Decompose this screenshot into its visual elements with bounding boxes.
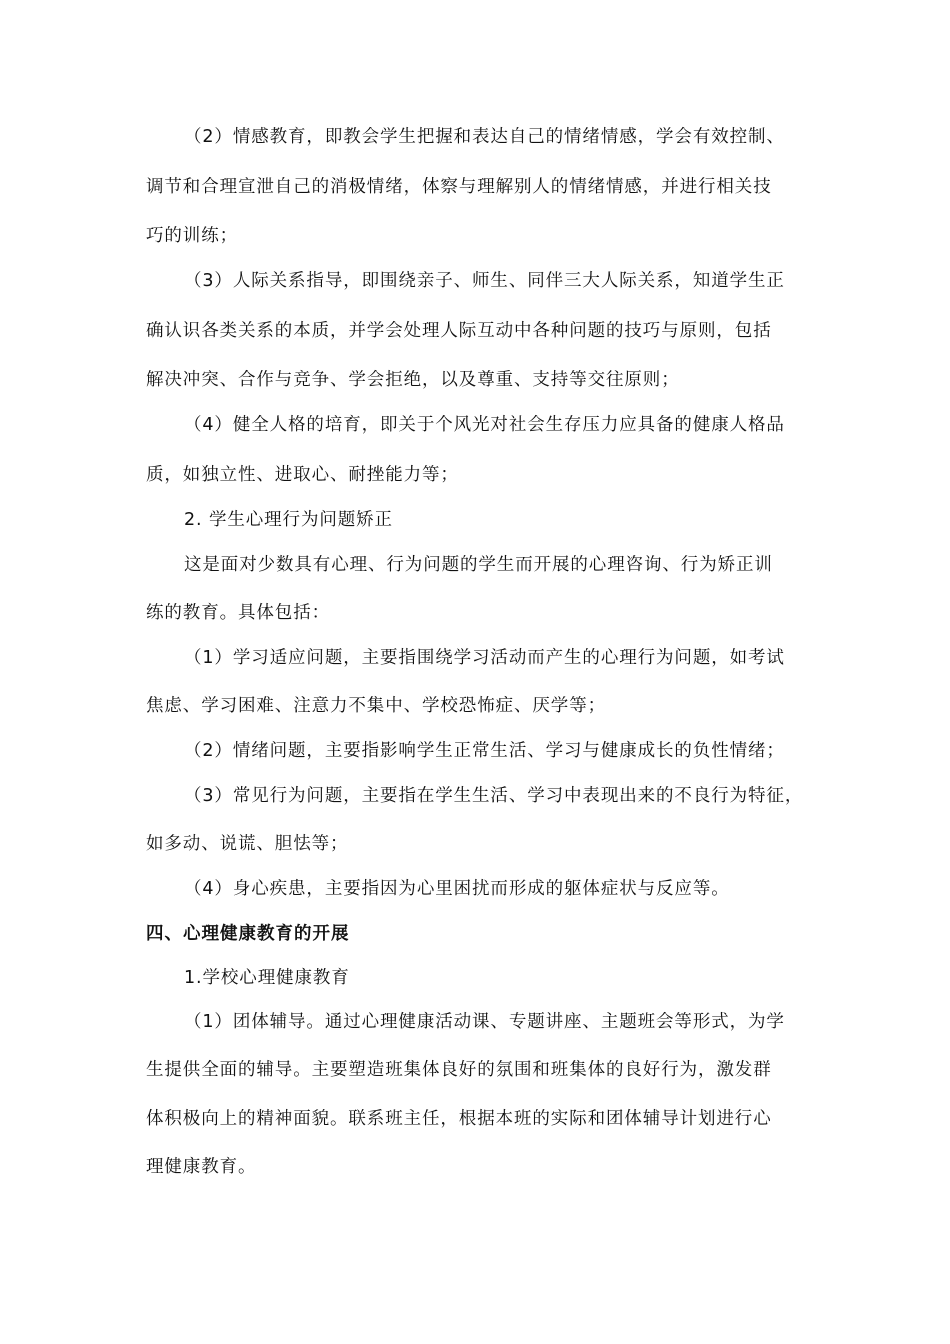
- paragraph-line: （4）身心疾患，主要指因为心里困扰而形成的躯体症状与反应等。: [184, 879, 730, 899]
- paragraph-line: 练的教育。具体包括：: [146, 603, 330, 623]
- section-subheading: 2. 学生心理行为问题矫正: [184, 510, 393, 530]
- paragraph-line: （1）团体辅导。通过心理健康活动课、专题讲座、主题班会等形式，为学: [184, 1012, 785, 1032]
- paragraph-line: （2）情感教育，即教会学生把握和表达自己的情绪情感，学会有效控制、: [184, 127, 785, 147]
- paragraph-line: （3）人际关系指导，即围绕亲子、师生、同伴三大人际关系，知道学生正: [184, 271, 785, 291]
- section-heading: 四、心理健康教育的开展: [146, 924, 350, 944]
- paragraph-line: 体积极向上的精神面貌。联系班主任，根据本班的实际和团体辅导计划进行心: [146, 1109, 772, 1129]
- paragraph-line: 确认识各类关系的本质，并学会处理人际互动中各种问题的技巧与原则，包括: [146, 321, 772, 341]
- paragraph-line: 解决冲突、合作与竞争、学会拒绝，以及尊重、支持等交往原则；: [146, 370, 680, 390]
- paragraph-line: （4）健全人格的培育，即关于个风光对社会生存压力应具备的健康人格品: [184, 415, 785, 435]
- paragraph-line: 生提供全面的辅导。主要塑造班集体良好的氛围和班集体的良好行为，激发群: [146, 1060, 772, 1080]
- paragraph-line: 理健康教育。: [146, 1157, 257, 1177]
- paragraph-line: （1）学习适应问题，主要指围绕学习活动而产生的心理行为问题，如考试: [184, 648, 785, 668]
- paragraph-line: 如多动、说谎、胆怯等；: [146, 834, 349, 854]
- section-subheading: 1.学校心理健康教育: [184, 968, 350, 988]
- paragraph-line: （3）常见行为问题，主要指在学生生活、学习中表现出来的不良行为特征，: [184, 786, 804, 806]
- paragraph-line: 焦虑、学习困难、注意力不集中、学校恐怖症、厌学等；: [146, 696, 606, 716]
- paragraph-line: （2）情绪问题，主要指影响学生正常生活、学习与健康成长的负性情绪；: [184, 741, 785, 761]
- paragraph-line: 质，如独立性、进取心、耐挫能力等；: [146, 465, 459, 485]
- paragraph-line: 巧的训练；: [146, 226, 238, 246]
- paragraph-line: 调节和合理宣泄自己的消极情绪，体察与理解别人的情绪情感，并进行相关技: [146, 177, 772, 197]
- paragraph-line: 这是面对少数具有心理、行为问题的学生而开展的心理咨询、行为矫正训: [184, 555, 773, 575]
